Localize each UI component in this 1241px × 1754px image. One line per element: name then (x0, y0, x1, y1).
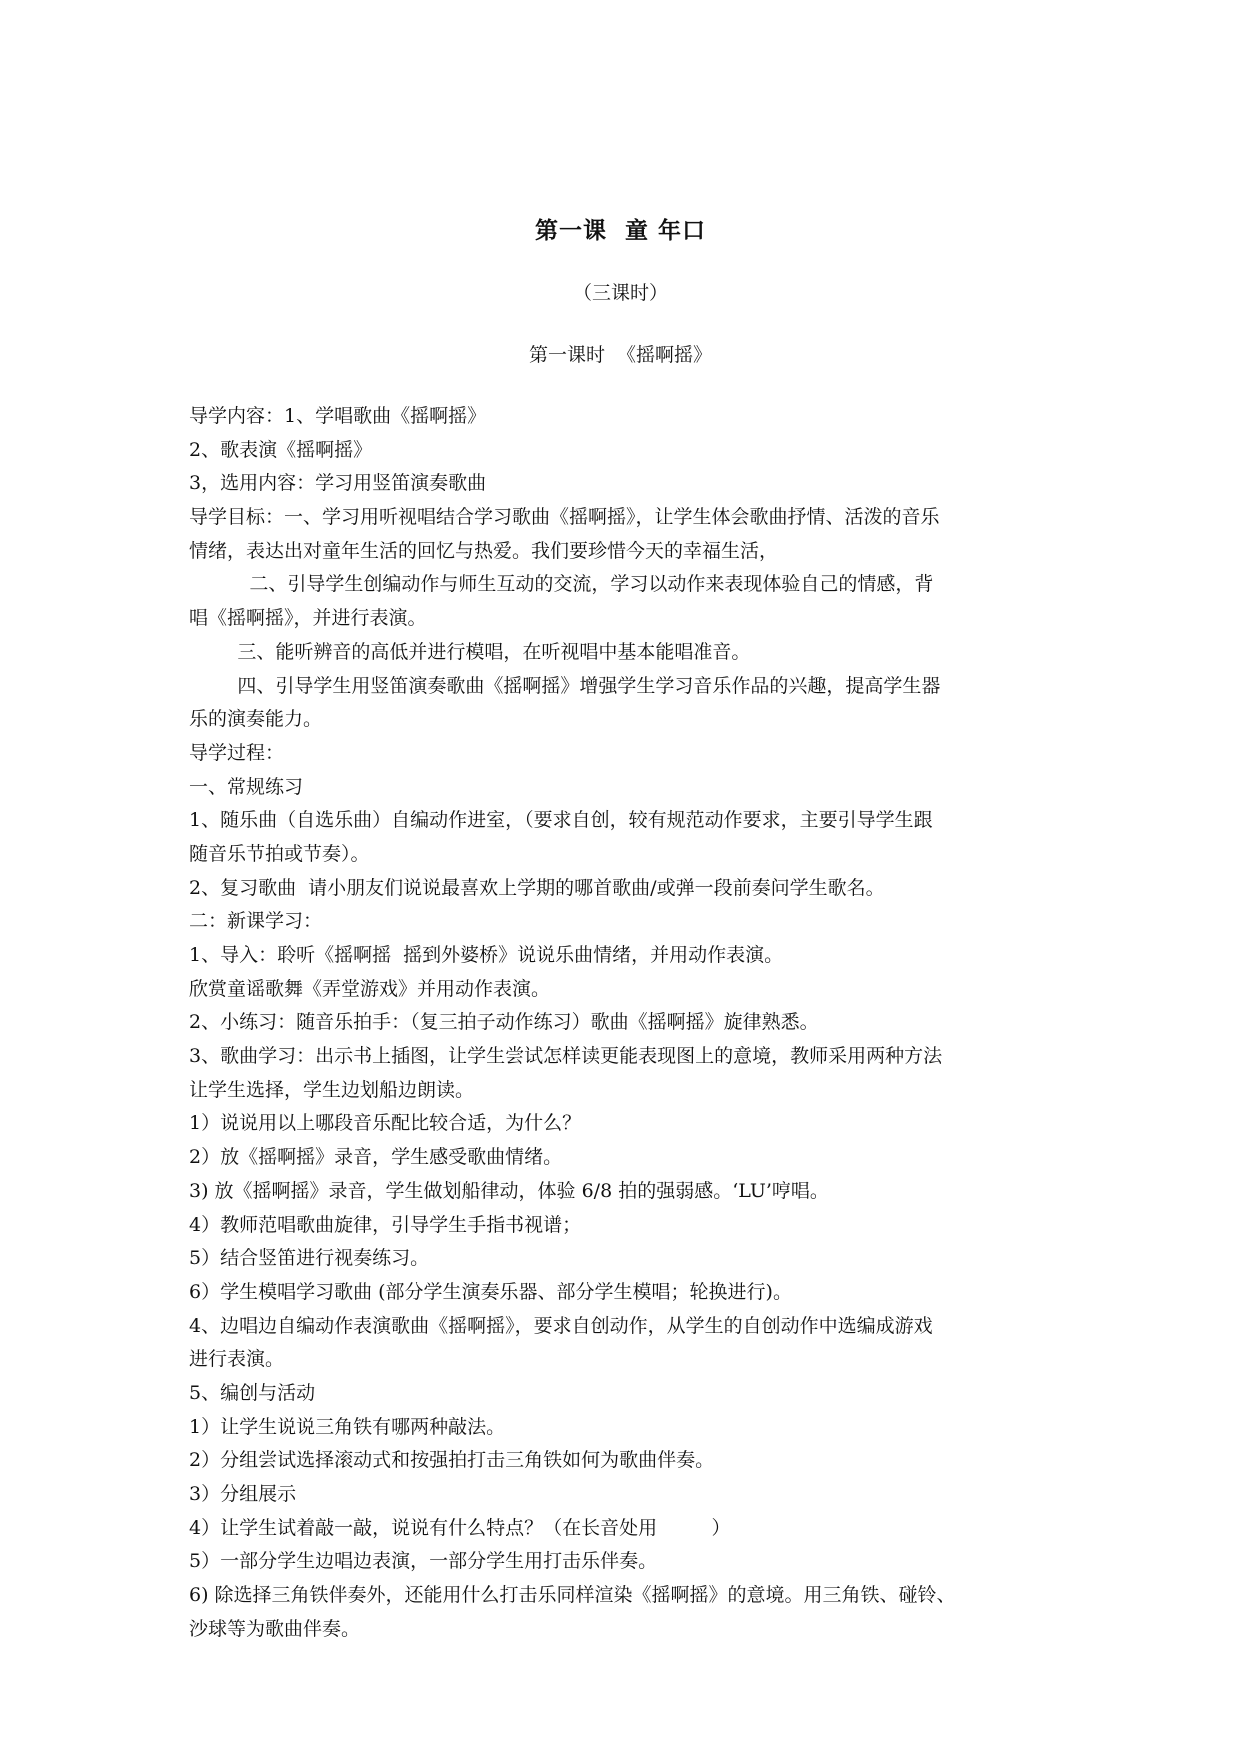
text-line: 2）分组尝试选择滚动式和按强拍打击三角铁如何为歌曲伴奏。 (189, 1449, 715, 1472)
text-line: 四、引导学生用竖笛演奏歌曲《摇啊摇》增强学生学习音乐作品的兴趣，提高学生器 (189, 674, 941, 697)
text-line: 2）放《摇啊摇》录音，学生感受歌曲情绪。 (189, 1146, 563, 1169)
text-line: 一、常规练习 (189, 775, 304, 798)
text-line: 1、随乐曲（自选乐曲）自编动作进室，（要求自创，较有规范动作要求，主要引导学生跟 (189, 809, 933, 832)
text-line: 乐的演奏能力。 (189, 708, 323, 731)
text-line: 三、能听辨音的高低并进行模唱，在听视唱中基本能唱准音。 (189, 640, 751, 663)
text-line: 4）教师范唱歌曲旋律，引导学生手指书视谱； (189, 1213, 582, 1236)
section-heading: 第一课时 《摇啊摇》 (528, 344, 713, 366)
text-line: 4、边唱边自编动作表演歌曲《摇啊摇》，要求自创动作，从学生的自创动作中选编成游戏 (189, 1314, 933, 1337)
text-line: 2、小练习：随音乐拍手：（复三拍子动作练习）歌曲《摇啊摇》旋律熟悉。 (189, 1011, 819, 1034)
text-line: 导学内容：1、学唱歌曲《摇啊摇》 (189, 405, 487, 427)
text-line: 二：新课学习： (189, 910, 323, 933)
text-line: 欣赏童谣歌舞《弄堂游戏》并用动作表演。 (189, 977, 551, 1000)
text-line: 导学过程： (189, 741, 285, 764)
text-line: 进行表演。 (189, 1348, 285, 1371)
text-line: 6）学生模唱学习歌曲 (部分学生演奏乐器、部分学生模唱；轮换进行)。 (189, 1280, 792, 1303)
text-line: 1）让学生说说三角铁有哪两种敲法。 (189, 1415, 506, 1438)
text-line: 1、导入：聆听《摇啊摇 摇到外婆桥》说说乐曲情绪，并用动作表演。 (189, 944, 784, 966)
text-line: 3）分组展示 (189, 1483, 297, 1505)
text-line: 3) 放《摇啊摇》录音，学生做划船律动，体验 6/8 拍的强弱感。‘LU’哼唱。 (189, 1179, 829, 1202)
text-line: 沙球等为歌曲伴奏。 (189, 1617, 361, 1640)
lesson-title: 第一课 童 年口 (534, 218, 707, 244)
text-line: 5）一部分学生边唱边表演，一部分学生用打击乐伴奏。 (189, 1550, 658, 1573)
text-line: 1）说说用以上哪段音乐配比较合适，为什么？ (189, 1112, 582, 1135)
text-line: 让学生选择，学生边划船边朗读。 (189, 1078, 475, 1101)
lesson-subtitle: （三课时） (572, 282, 668, 304)
text-line: 唱《摇啊摇》，并进行表演。 (189, 607, 427, 630)
text-line: 二、引导学生创编动作与师生互动的交流，学习以动作来表现体验自己的情感，背 (189, 573, 934, 596)
text-line: 3、歌曲学习：出示书上插图，让学生尝试怎样读更能表现图上的意境，教师采用两种方法 (189, 1045, 943, 1068)
text-line: 4）让学生试着敲一敲，说说有什么特点？（在长音处用 ） (189, 1516, 731, 1539)
text-line: 6) 除选择三角铁伴奏外，还能用什么打击乐同样渲染《摇啊摇》的意境。用三角铁、碰铃、 (189, 1584, 956, 1607)
text-line: 5、编创与活动 (189, 1381, 316, 1404)
text-line: 情绪，表达出对童年生活的回忆与热爱。我们要珍惜今天的幸福生活， (189, 539, 779, 562)
text-line: 2、歌表演《摇啊摇》 (189, 438, 373, 461)
document-body (189, 400, 1059, 1646)
text-line: 导学目标：一、学习用听视唱结合学习歌曲《摇啊摇》，让学生体会歌曲抒情、活泼的音乐 (189, 506, 940, 529)
text-line: 随音乐节拍或节奏）。 (189, 842, 370, 865)
text-line: 3，选用内容：学习用竖笛演奏歌曲 (189, 472, 487, 495)
text-line: 2、复习歌曲 请小朋友们说说最喜欢上学期的哪首歌曲/或弹一段前奏问学生歌名。 (189, 876, 885, 899)
text-line: 5）结合竖笛进行视奏练习。 (189, 1247, 430, 1270)
